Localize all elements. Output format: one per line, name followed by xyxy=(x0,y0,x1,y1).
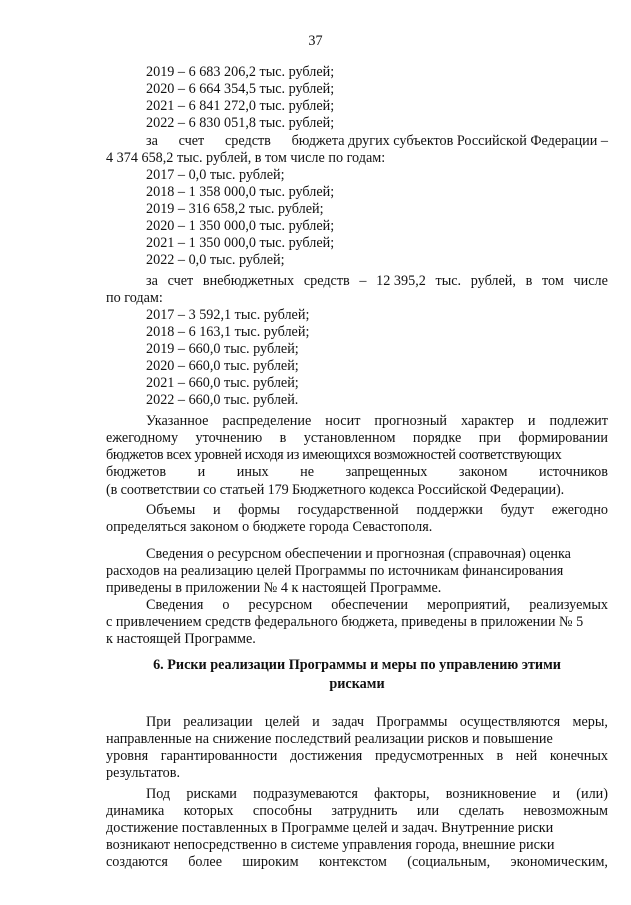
text-line: бюджетов и иных не запрещенных законом источников xyxy=(106,464,608,480)
text-line: Сведения о ресурсном обеспечении мероприятий, реализуемых xyxy=(146,597,608,613)
text-line: 2020 – 1 350 000,0 тыс. рублей; xyxy=(146,218,335,234)
text-line: приведены в приложении № 4 к настоящей Программе. xyxy=(106,580,442,596)
text-line: 2020 – 6 664 354,5 тыс. рублей; xyxy=(146,81,335,97)
text-line: за счет средств бюджета других субъектов Российской Федерации – xyxy=(146,133,608,149)
text-line: 2022 – 0,0 тыс. рублей; xyxy=(146,252,285,268)
text-line: 2022 – 660,0 тыс. рублей. xyxy=(146,392,299,408)
text-line: Объемы и формы государственной поддержки будут ежегодно xyxy=(146,502,608,518)
text-line: 2019 – 6 683 206,2 тыс. рублей; xyxy=(146,64,335,80)
text-line: 2017 – 3 592,1 тыс. рублей; xyxy=(146,307,310,323)
text-line: к настоящей Программе. xyxy=(106,631,256,647)
text-line: 2019 – 316 658,2 тыс. рублей; xyxy=(146,201,324,217)
section-heading: рисками xyxy=(329,676,385,692)
text-line: создаются более широким контекстом (социальным, экономическим, xyxy=(106,854,608,870)
text-line: 2018 – 1 358 000,0 тыс. рублей; xyxy=(146,184,335,200)
text-line: 2021 – 1 350 000,0 тыс. рублей; xyxy=(146,235,335,251)
text-line: 2017 – 0,0 тыс. рублей; xyxy=(146,167,285,183)
text-line: за счет внебюджетных средств – 12 395,2 тыс. рублей, в том числе xyxy=(146,273,608,289)
text-line: результатов. xyxy=(106,765,181,781)
text-line: по годам: xyxy=(106,290,163,306)
text-line: 2020 – 660,0 тыс. рублей; xyxy=(146,358,299,374)
text-line: бюджетов всех уровней исходя из имеющихся возможностей соответствующих xyxy=(106,447,562,463)
text-line: 4 374 658,2 тыс. рублей, в том числе по годам: xyxy=(106,150,386,166)
text-line: расходов на реализацию целей Программы по источникам финансирования xyxy=(106,563,564,579)
text-line: динамика которых способны затруднить или сделать невозможным xyxy=(106,803,608,819)
text-line: ежегодному уточнению в установленном порядке при формировании xyxy=(106,430,608,446)
text-line: уровня гарантированности достижения предусмотренных в ней конечных xyxy=(106,748,608,764)
text-line: направленные на снижение последствий реализации рисков и повышение xyxy=(106,731,553,747)
text-line: 2021 – 6 841 272,0 тыс. рублей; xyxy=(146,98,335,114)
text-line: При реализации целей и задач Программы осуществляются меры, xyxy=(146,714,608,730)
text-line: 2021 – 660,0 тыс. рублей; xyxy=(146,375,299,391)
text-line: с привлечением средств федерального бюджета, приведены в приложении № 5 xyxy=(106,614,584,630)
text-line: Под рисками подразумеваются факторы, возникновение и (или) xyxy=(146,786,608,802)
text-line: Сведения о ресурсном обеспечении и прогнозная (справочная) оценка xyxy=(146,546,571,562)
section-heading: 6. Риски реализации Программы и меры по управлению этими xyxy=(153,657,561,673)
text-line: 2019 – 660,0 тыс. рублей; xyxy=(146,341,299,357)
page-number: 37 xyxy=(308,33,323,49)
text-line: 2022 – 6 830 051,8 тыс. рублей; xyxy=(146,115,335,131)
text-line: возникают непосредственно в системе управления города, внешние риски xyxy=(106,837,555,853)
text-line: достижение поставленных в Программе целей и задач. Внутренние риски xyxy=(106,820,554,836)
text-line: Указанное распределение носит прогнозный характер и подлежит xyxy=(146,413,608,429)
text-line: определяться законом о бюджете города Севастополя. xyxy=(106,519,433,535)
text-line: 2018 – 6 163,1 тыс. рублей; xyxy=(146,324,310,340)
text-line: (в соответствии со статьей 179 Бюджетного кодекса Российской Федерации). xyxy=(106,482,565,498)
